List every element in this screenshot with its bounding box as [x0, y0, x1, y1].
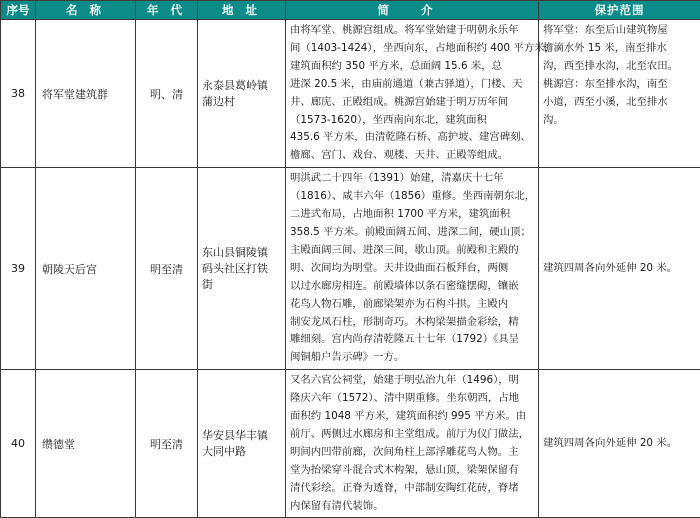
row-number: 38 — [1, 20, 36, 168]
intro-line: 435.6 平方米，由清乾隆石桥、高护坡、建宫碑刻、 — [290, 129, 534, 147]
header-scope: 保护范围 — [539, 1, 700, 20]
site-intro — [286, 20, 539, 168]
scope-line: 将军堂：东至后山建筑物屋 — [543, 22, 696, 40]
table-row — [1, 370, 700, 518]
header-era: 年 代 — [136, 1, 198, 20]
site-address — [198, 370, 286, 518]
scope-line: 小道，西至小溪，北至排水 — [543, 94, 696, 112]
intro-line: 以过水廊房相连。前殿墙体以条石密缝摆砌，镶嵌 — [290, 278, 534, 296]
intro-line: 358.5 平方米。前殿面阔五间、进深二间，硬山顶； — [290, 224, 534, 242]
intro-line: 闽铜船户告示碑》一方。 — [290, 349, 534, 367]
intro-line: 井、廊庑、正殿组成。桃源宫始建于明万历年间 — [290, 94, 534, 112]
scope-line: 建筑四周各向外延伸 20 米。 — [543, 260, 696, 278]
address-line: 大同中路 — [202, 444, 281, 460]
site-intro — [286, 168, 539, 370]
intro-line: 内保留有清代装饰。 — [290, 498, 534, 516]
address-line: 永泰县葛岭镇 — [202, 78, 281, 94]
site-era: 明至清 — [136, 370, 198, 518]
intro-line: 明洪武二十四年（1391）始建，清嘉庆十七年 — [290, 170, 534, 188]
site-intro — [286, 370, 539, 518]
row-number: 40 — [1, 370, 36, 518]
scope-line: 檐滴水外 15 米，南至排水 — [543, 40, 696, 58]
header-no: 序号 — [1, 1, 36, 20]
site-era: 明、清 — [136, 20, 198, 168]
intro-line: （1573-1620），坐西南向东北，建筑面积 — [290, 112, 534, 130]
intro-line: 前厅、两侧过水廊房和主堂组成。前厅为仪门做法， — [290, 426, 534, 444]
row-number: 39 — [1, 168, 36, 370]
intro-line: 花鸟人物石雕，前廊梁架亦为石构斗拱。主殿内 — [290, 296, 534, 314]
intro-line: 建筑面积约 350 平方米，总面阔 15.6 米，总 — [290, 58, 534, 76]
header-address: 地 址 — [198, 1, 286, 20]
scope-line: 建筑四周各向外延伸 20 米。 — [543, 435, 696, 453]
intro-line: 由将军堂、桃源宫组成。将军堂始建于明朝永乐年 — [290, 22, 534, 40]
intro-line: 面积约 1048 平方米，建筑面积约 995 平方米。由 — [290, 408, 534, 426]
header-row — [1, 1, 700, 20]
site-name: 缵德堂 — [36, 370, 136, 518]
scope-line: 桃源宫：东至排水沟，南至 — [543, 76, 696, 94]
address-line: 码头社区打铁 — [202, 261, 281, 277]
header-intro: 简 介 — [286, 1, 539, 20]
site-scope — [539, 370, 700, 518]
intro-line: （1816）、咸丰六年（1856）重修。坐西南朝东北， — [290, 188, 534, 206]
address-line: 蒲边村 — [202, 94, 281, 110]
site-address — [198, 168, 286, 370]
site-era: 明至清 — [136, 168, 198, 370]
scope-line: 沟。 — [543, 112, 696, 130]
site-scope — [539, 20, 700, 168]
site-address — [198, 20, 286, 168]
intro-line: 檐廊、宫门、戏台、观楼、天井、正殿等组成。 — [290, 147, 534, 165]
intro-line: 制安龙凤石柱，形制奇巧。木构梁架描金彩绘，精 — [290, 314, 534, 332]
intro-line: 主殿面阔三间、进深三间，歇山顶。前殿和主殿的 — [290, 242, 534, 260]
intro-line: 进深 20.5 米，由庙前通道（兼古驿道），门楼、天 — [290, 76, 534, 94]
header-name: 名 称 — [36, 1, 136, 20]
intro-line: 隆庆六年（1572）、清中期重修。坐东朝西，占地 — [290, 390, 534, 408]
address-line: 街 — [202, 277, 281, 293]
site-name: 朝陵天后宫 — [36, 168, 136, 370]
intro-line: 二进式布局，占地面积 1700 平方米，建筑面积 — [290, 206, 534, 224]
site-name: 将军堂建筑群 — [36, 20, 136, 168]
table-row — [1, 168, 700, 370]
table-row — [1, 20, 700, 168]
intro-line: 间（1403-1424），坐西向东，占地面积约 400 平方米， — [290, 40, 534, 58]
intro-line: 清代彩绘。正脊为透脊，中部制安陶红花砖，脊堵 — [290, 480, 534, 498]
intro-line: 雕细刻。宫内尚存清乾隆五十七年（1792）《具呈 — [290, 331, 534, 349]
address-line: 东山县铜陵镇 — [202, 245, 281, 261]
intro-line: 堂为抬梁穿斗混合式木构架，悬山顶，梁架保留有 — [290, 462, 534, 480]
address-line: 华安县华丰镇 — [202, 428, 281, 444]
intro-line: 明间内凹带前廊，次间角柱上部浮雕花鸟人物。主 — [290, 444, 534, 462]
intro-line: 又名六官公祠堂，始建于明弘治九年（1496），明 — [290, 372, 534, 390]
scope-line: 沟，西至排水沟，北至农田。 — [543, 58, 696, 76]
site-scope — [539, 168, 700, 370]
intro-line: 明、次间均为明堂。天井设曲面石板拜台，两侧 — [290, 260, 534, 278]
